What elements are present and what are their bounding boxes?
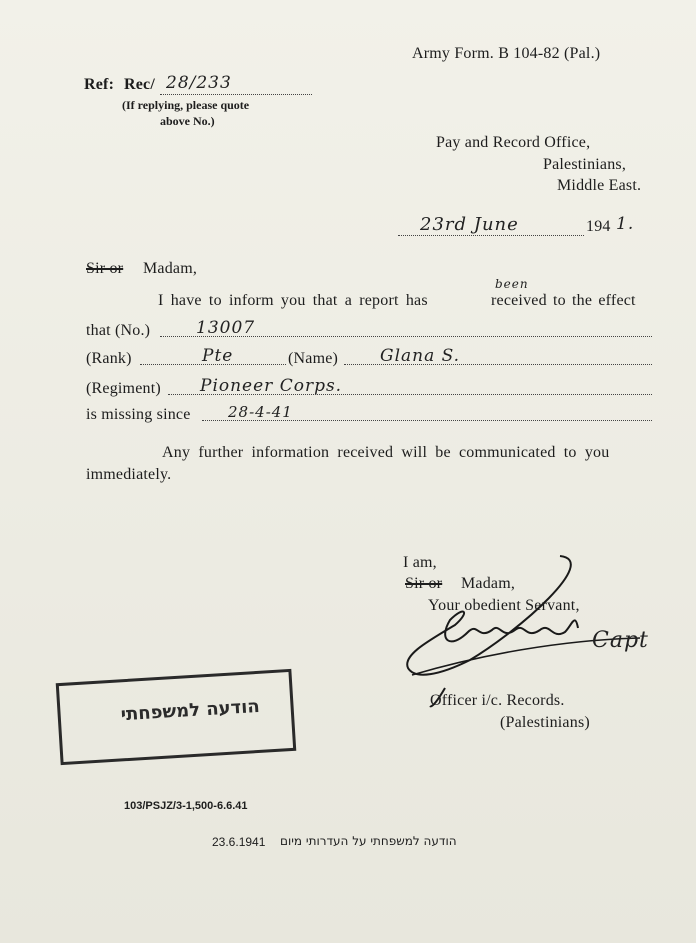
caption-hebrew: הודעה למשפחתי על העדרותי מיום (280, 834, 457, 848)
that-no-label: that (No.) (86, 322, 151, 339)
further-line1: Any further information received will be communicated to you (162, 444, 610, 461)
closing-officer: Officer i/c. Records. (430, 692, 565, 709)
closing-madam: Madam, (461, 575, 516, 592)
body-inserted-been: been (495, 277, 529, 291)
ref-note-line1: (If replying, please quote (122, 98, 250, 112)
missing-label: is missing since (86, 406, 191, 423)
print-code: 103/PSJZ/3-1,500-6.6.41 (124, 800, 248, 812)
stamp-text: הודעה למשפחתי (120, 695, 261, 726)
closing-i-am: I am, (403, 554, 437, 571)
name-value: Glana S. (380, 346, 461, 366)
regiment-label: (Regiment) (86, 380, 161, 397)
date-year-printed: 194 (586, 218, 611, 235)
closing-palestinians: (Palestinians) (500, 714, 590, 731)
office-line2: Palestinians, (543, 156, 627, 173)
salutation-struck: Sir or (86, 260, 124, 277)
body-line1-part1: I have to inform you that a report has (158, 292, 428, 309)
name-label: (Name) (288, 350, 339, 367)
form-number: Army Form. B 104-82 (Pal.) (412, 45, 601, 62)
caption-date: 23.6.1941 (212, 835, 266, 849)
hebrew-stamp (56, 669, 297, 765)
rank-label: (Rank) (86, 350, 132, 367)
ref-label: Ref: (84, 76, 115, 93)
further-line2: immediately. (86, 466, 172, 483)
body-line1-part2: received to the effect (491, 292, 636, 309)
signature-suffix: Capt (592, 628, 649, 653)
closing-struck: Sir or (405, 575, 443, 592)
ref-prefix: Rec/ (124, 76, 156, 93)
regiment-value: Pioneer Corps. (200, 376, 343, 396)
office-line1: Pay and Record Office, (436, 134, 591, 151)
number-value: 13007 (196, 318, 256, 338)
closing-servant: Your obedient Servant, (428, 597, 580, 614)
ref-value: 28/233 (166, 73, 232, 93)
missing-value: 28-4-41 (228, 403, 293, 421)
rank-value: Pte (202, 346, 234, 366)
salutation-madam: Madam, (143, 260, 198, 277)
ref-note-line2: above No.) (160, 114, 215, 128)
date-year-handwritten: 1. (616, 214, 635, 234)
date-handwritten: 23rd June (420, 214, 519, 235)
office-line3: Middle East. (557, 177, 642, 194)
